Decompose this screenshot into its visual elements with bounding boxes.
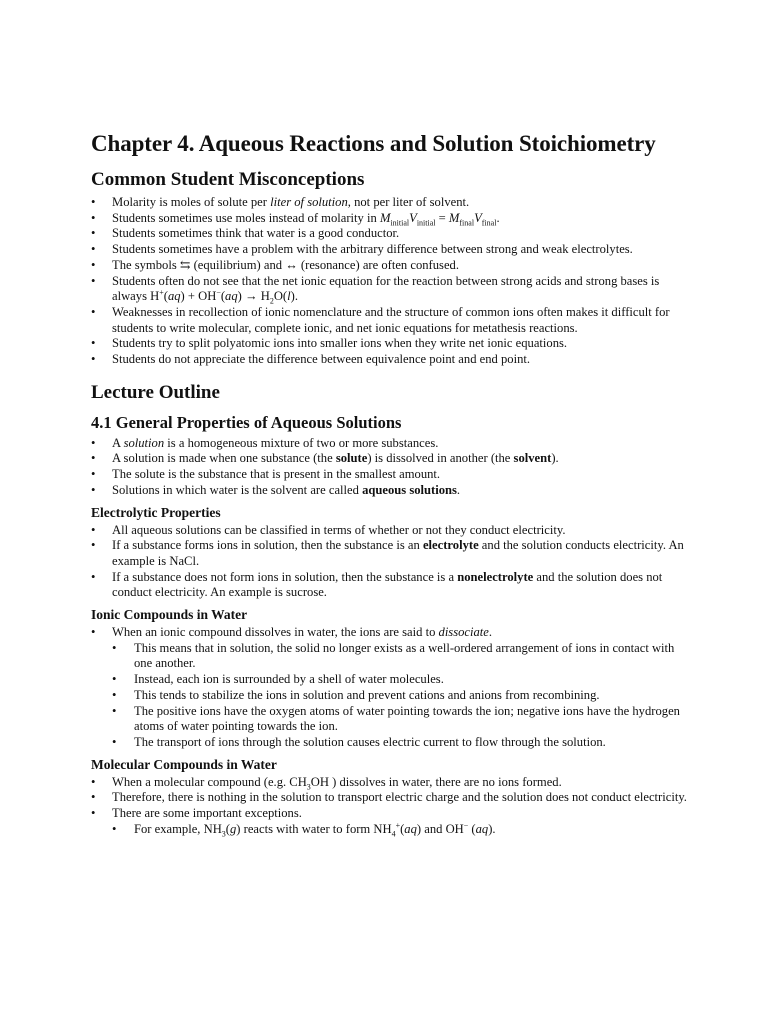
misconceptions-heading: Common Student Misconceptions	[91, 169, 365, 190]
list-item: • Students sometimes have a problem with the arbitrary difference between strong and weak electrolytes.	[91, 242, 691, 258]
list-item: • Weaknesses in recollection of ionic nomenclature and the structure of common ions often makes it difficult for students to write molecular, complete ionic, and net ionic equations for metathesis reactions.	[91, 305, 691, 336]
list-item: • Therefore, there is nothing in the solution to transport electric charge and the solution does not conduct electricity.	[91, 790, 691, 806]
page-content	[91, 129, 691, 838]
list-item: • Students do not appreciate the difference between equivalence point and end point.	[91, 352, 691, 368]
list-item: • Solutions in which water is the solvent are called aqueous solutions.	[91, 483, 691, 499]
misconceptions-list	[91, 195, 691, 368]
molecular-compounds-heading: Molecular Compounds in Water	[91, 756, 277, 772]
section-4-1-list	[91, 436, 691, 499]
list-item: • When an ionic compound dissolves in water, the ions are said to dissociate. • This means that in solution, the solid no longer exists as a well-ordered arrangement of ions in contact with one another. • Instead, each ion is surrounded by a shell of water molecules. • This tends to stabilize the ions in solution and prevent cations and anions from recombining. • The positive ions have the oxygen atoms of water pointing towards the ion; negative ions have the hydrogen atoms of water pointing towards the ion. • The transport of ions through the solution causes electric current to flow through the solution.	[91, 625, 691, 751]
list-item: • If a substance does not form ions in solution, then the substance is a nonelectrolyte and the solution does not conduct electricity. An example is sucrose.	[91, 570, 691, 601]
chapter-title: Chapter 4. Aqueous Reactions and Solution Stoichiometry	[91, 131, 656, 156]
list-item: • A solution is made when one substance (the solute) is dissolved in another (the solvent).	[91, 451, 691, 467]
list-item: • The solute is the substance that is present in the smallest amount.	[91, 467, 691, 483]
list-item: • Molarity is moles of solute per liter of solution, not per liter of solvent.	[91, 195, 691, 211]
sub-list-item: • The transport of ions through the solution causes electric current to flow through the solution.	[90, 735, 691, 751]
list-item: • If a substance forms ions in solution, then the substance is an electrolyte and the solution conducts electricity. An example is NaCl.	[91, 538, 691, 569]
list-item: • Students try to split polyatomic ions into smaller ions when they write net ionic equations.	[91, 336, 691, 352]
molecular-list	[91, 775, 691, 838]
ionic-sublist	[90, 641, 691, 751]
section-4-1-heading: 4.1 General Properties of Aqueous Solutions	[91, 412, 402, 432]
electrolytic-list	[91, 523, 691, 602]
list-item: • All aqueous solutions can be classified in terms of whether or not they conduct electricity.	[91, 523, 691, 539]
sub-list-item: • The positive ions have the oxygen atoms of water pointing towards the ion; negative ions have the hydrogen atoms of water pointing towards the ion.	[90, 704, 691, 735]
lecture-outline-heading: Lecture Outline	[91, 381, 220, 403]
list-item: • When a molecular compound (e.g. $CH_3OH$ ) dissolves in water, there are no ions formed.	[91, 775, 691, 791]
list-item: • Students often do not see that the net ionic equation for the reaction between strong acids and strong bases is always $H^+(aq) + OH^-(aq) \to H_2O(l)$.	[91, 274, 691, 305]
exceptions-sublist	[90, 822, 691, 838]
list-item: • A solution is a homogeneous mixture of two or more substances.	[91, 436, 691, 452]
ionic-compounds-heading: Ionic Compounds in Water	[91, 607, 248, 623]
sub-list-item: • For example, $NH_3(g)$ reacts with water to form $NH_4^+(aq)$ and OH− (aq).	[90, 822, 691, 838]
sub-list-item: • This means that in solution, the solid no longer exists as a well-ordered arrangement of ions in contact with one another.	[90, 641, 691, 672]
list-item: • Students sometimes use moles instead of molarity in $M_{initial}V_{initial} = M_{final}V_{final}$.	[91, 211, 691, 227]
list-item: • Students sometimes think that water is a good conductor.	[91, 226, 691, 242]
ionic-list	[91, 625, 691, 751]
sub-list-item: • Instead, each ion is surrounded by a shell of water molecules.	[90, 672, 691, 688]
electrolytic-properties-heading: Electrolytic Properties	[91, 504, 221, 520]
list-item: • There are some important exceptions. • For example, $NH_3(g)$ reacts with water to form $NH_4^+(aq)$ and OH− (aq).	[91, 806, 691, 837]
sub-list-item: • This tends to stabilize the ions in solution and prevent cations and anions from recombining.	[90, 688, 691, 704]
list-item: • The symbols ⇆ (equilibrium) and ↔ (resonance) are often confused.	[91, 258, 691, 274]
